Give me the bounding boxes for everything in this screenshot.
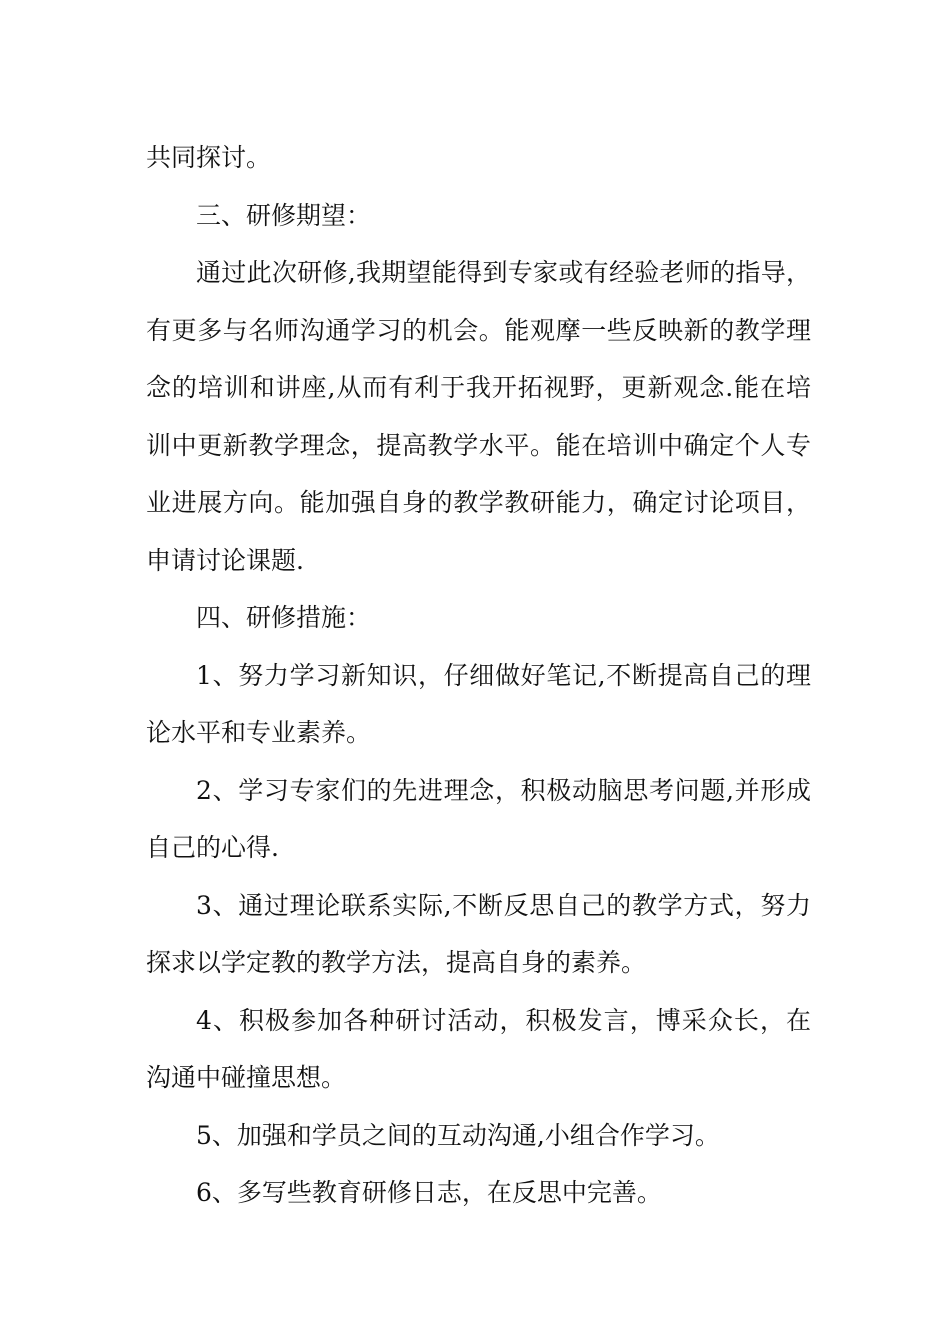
measure-item-4: 4、积极参加各种研讨活动，积极发言，博采众长，在沟通中碰撞思想。 (146, 1005, 811, 1092)
measure-item-3: 3、通过理论联系实际,不断反思自己的教学方式，努力探求以学定教的教学方法，提高自身的素养。 (146, 890, 811, 977)
measure-item-5: 5、加强和学员之间的互动沟通,小组合作学习。 (196, 1120, 720, 1150)
paragraph-continuation: 共同探讨。 (146, 143, 272, 172)
measure-item-2: 2、学习专家们的先进理念，积极动脑思考问题,并形成自己的心得. (146, 775, 811, 862)
paragraph-expectations: 通过此次研修,我期望能得到专家或有经验老师的指导，有更多与名师沟通学习的机会。能观摩一些反映新的教学理念的培训和讲座,从而有利于我开拓视野，更新观念.能在培训中更新教学理念，提高教学水平。能在培训中确定个人专业进展方向。能加强自身的教学教研能力，确定讨论项目，申请讨论课题. (146, 258, 811, 575)
section-heading-measures: 四、研修措施： (196, 603, 372, 632)
measure-item-1: 1、努力学习新知识，仔细做好笔记,不断提高自己的理论水平和专业素养。 (146, 660, 811, 747)
section-heading-expectations: 三、研修期望： (196, 200, 372, 230)
document-body (146, 129, 811, 1222)
measure-item-6: 6、多写些教育研修日志，在反思中完善。 (196, 1178, 662, 1207)
